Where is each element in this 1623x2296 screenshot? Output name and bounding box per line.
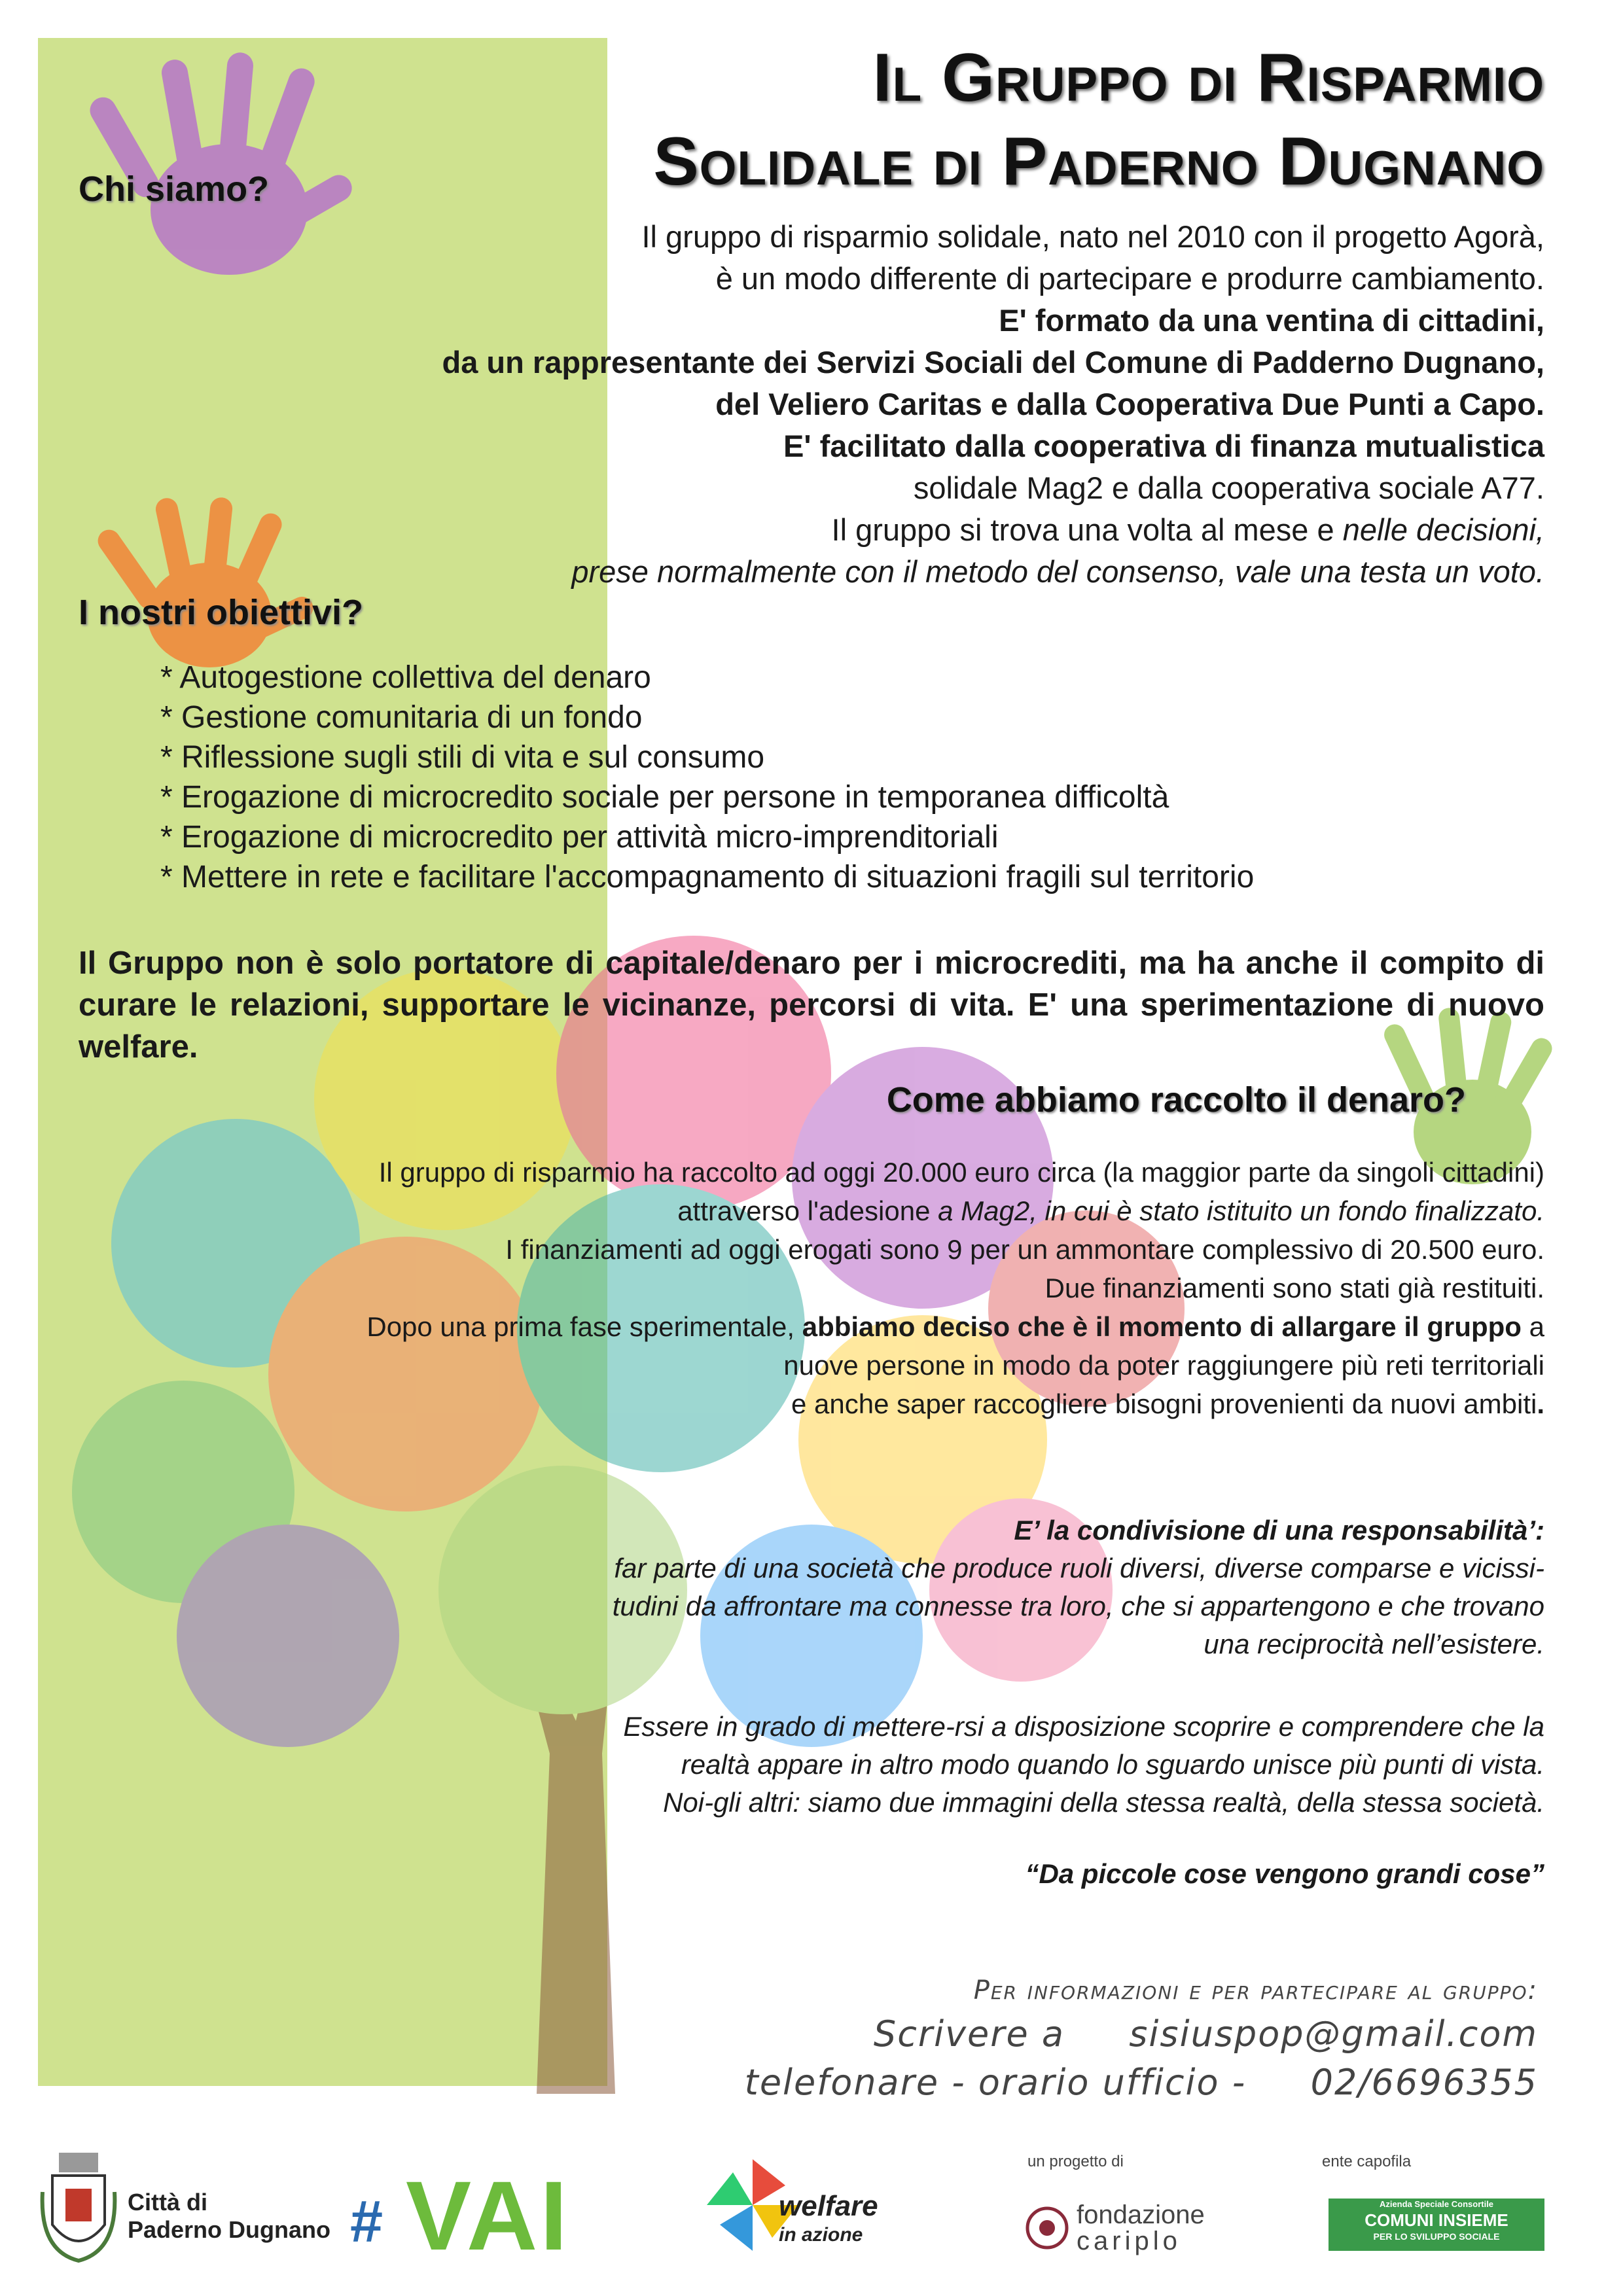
page-title	[653, 36, 1544, 203]
chi-siamo-line-italic: prese normalmente con il metodo del consenso	[571, 554, 1218, 589]
chi-siamo-line: solidale Mag2 e dalla cooperativa sociale A77.	[913, 470, 1544, 505]
list-item: * Riflessione sugli stili di vita e sul consumo	[160, 740, 765, 775]
citta-logo-text	[128, 2189, 330, 2244]
raccolta-heading: Come abbiamo raccolto il denaro?	[886, 1080, 1466, 1120]
citta-line-2: Paderno Dugnano	[128, 2216, 331, 2243]
list-item: * Gestione comunitaria di un fondo	[160, 700, 643, 735]
vai-hash: #	[350, 2189, 383, 2255]
condivisione-block	[613, 1511, 1544, 1663]
chi-siamo-line: E' facilitato dalla cooperativa di finanza mutualistica	[783, 429, 1544, 463]
chi-siamo-line: da un rappresentante dei Servizi Sociali del Comune di Padderno Dugnano,	[442, 345, 1544, 380]
chi-siamo-line	[442, 509, 1544, 551]
title-line-1: Il Gruppo di Risparmio	[872, 40, 1544, 116]
chi-siamo-line	[442, 551, 1544, 593]
raccolta-line-part: attraverso l'adesione	[677, 1195, 938, 1226]
list-item: * Erogazione di microcredito per attività micro-imprenditoriali	[160, 820, 999, 855]
raccolta-text	[366, 1153, 1544, 1423]
email-link[interactable]: sisiuspop@gmail.com	[1129, 2013, 1538, 2055]
raccolta-line: Il gruppo di risparmio ha raccolto ad oggi 20.000 euro circa (la maggior parte da singoli cittadini)	[378, 1157, 1544, 1188]
raccolta-line	[366, 1307, 1544, 1346]
comuni-line-2: COMUNI INSIEME	[1364, 2210, 1508, 2230]
raccolta-line: I finanziamenti ad oggi erogati sono 9 per un ammontare complessivo di 20.500 euro.	[505, 1234, 1544, 1265]
progetto-label: un progetto di	[1027, 2153, 1124, 2170]
raccolta-line-part: a	[1521, 1311, 1544, 1342]
comuni-line-1: Azienda Speciale Consortile	[1379, 2199, 1494, 2209]
welfare-line-1: welfare	[779, 2190, 878, 2222]
raccolta-line	[366, 1192, 1544, 1230]
list-item: * Mettere in rete e facilitare l'accompagnamento di situazioni fragili sul territorio	[160, 860, 1255, 894]
fondazione-line-1: fondazione	[1077, 2200, 1205, 2229]
raccolta-line-bold: .	[1537, 1388, 1544, 1419]
contact-block	[745, 1971, 1538, 2107]
list-item: * Autogestione collettiva del denaro	[160, 660, 651, 695]
write-label: Scrivere a	[873, 2013, 1065, 2055]
chi-siamo-line: E' formato da una ventina di cittadini,	[999, 303, 1544, 338]
contact-email-row	[745, 2010, 1538, 2058]
phone-number: 02/6696355	[1310, 2062, 1538, 2103]
footer-logos	[0, 2133, 1623, 2296]
motto-text: “Da piccole cose vengono grandi cose”	[1025, 1858, 1544, 1889]
condivisione-block-2	[623, 1708, 1544, 1822]
condivisione-line: realtà appare in altro modo quando lo sguardo unisce più punti di vista.	[681, 1749, 1544, 1780]
chi-siamo-line-italic: nelle decisioni,	[1342, 512, 1544, 547]
comuni-insieme-logo	[1329, 2199, 1544, 2251]
chi-siamo-heading: Chi siamo?	[79, 169, 270, 209]
chi-siamo-line-part: Il gruppo si trova una volta al mese e	[831, 512, 1343, 547]
fondazione-line-2: cariplo	[1077, 2227, 1181, 2255]
obiettivi-list	[160, 658, 1254, 897]
vai-logo: VAI	[406, 2161, 570, 2270]
title-line-2: Solidale di Paderno Dugnano	[653, 124, 1544, 200]
raccolta-line: nuove persone in modo da poter raggiungere più reti territoriali	[783, 1350, 1544, 1381]
condivisione-line: tudini da affrontare ma connesse tra loro, che si appartengono e che trovano	[612, 1591, 1544, 1621]
condivisione-heading: E’ la condivisione di una responsabilità’:	[1014, 1515, 1544, 1545]
chi-siamo-line: Il gruppo di risparmio solidale, nato nel 2010 con il progetto Agorà,	[641, 219, 1544, 254]
fondazione-logo-text	[1077, 2202, 1205, 2254]
contact-phone-row	[745, 2058, 1538, 2107]
raccolta-line: Due finanziamenti sono stati già restituiti.	[1044, 1273, 1544, 1303]
fondazione-seal-icon	[1024, 2205, 1070, 2251]
phone-label: telefonare - orario ufficio -	[744, 2062, 1247, 2103]
city-crest-icon	[39, 2153, 118, 2264]
condivisione-line: Noi-gli altri: siamo due immagini della stessa realtà, della stessa società.	[663, 1787, 1544, 1818]
raccolta-line-italic: a Mag2, in cui è stato istituito un fondo finalizzato.	[938, 1195, 1544, 1226]
welfare-logo-text	[779, 2192, 878, 2250]
chi-siamo-line: è un modo differente di partecipare e produrre cambiamento.	[715, 261, 1544, 296]
welfare-line-2: in azione	[779, 2224, 863, 2246]
raccolta-line	[366, 1385, 1544, 1423]
chi-siamo-text	[442, 216, 1544, 593]
list-item: * Erogazione di microcredito sociale per persone in temporanea difficoltà	[160, 780, 1169, 815]
condivisione-line: una reciprocità nell’esistere.	[1204, 1629, 1544, 1659]
capofila-label: ente capofila	[1322, 2153, 1412, 2170]
comuni-line-3: PER LO SVILUPPO SOCIALE	[1373, 2231, 1500, 2242]
obiettivi-heading: I nostri obiettivi?	[79, 593, 364, 632]
citta-line-1: Città di	[128, 2189, 207, 2216]
condivisione-line: far parte di una società che produce ruoli diversi, diverse comparse e vicissi-	[614, 1553, 1544, 1583]
raccolta-line-part: Dopo una prima fase sperimentale,	[366, 1311, 802, 1342]
motto	[1025, 1855, 1544, 1893]
raccolta-line-bold: abbiamo deciso che è il momento di allargare il gruppo	[802, 1311, 1522, 1342]
raccolta-line-part: e anche saper raccogliere bisogni provenienti da nuovi ambiti	[791, 1388, 1537, 1419]
orange-hand-illustration	[92, 497, 327, 680]
chi-siamo-line-italic: , vale una testa un voto.	[1217, 554, 1544, 589]
contact-intro: Per informazioni e per partecipare al gruppo:	[973, 1975, 1538, 2005]
condivisione-line: Essere in grado di mettere-rsi a disposizione scoprire e comprendere che la	[623, 1711, 1544, 1742]
gruppo-paragraph: Il Gruppo non è solo portatore di capitale/denaro per i microcrediti, ma ha anche il compito di curare le relazioni, supportare le vicinanze, percorsi di vita. E' una sperimentazione di nuovo welfare.	[79, 945, 1544, 1065]
chi-siamo-line: del Veliero Caritas e dalla Cooperativa Due Punti a Capo.	[715, 387, 1544, 421]
